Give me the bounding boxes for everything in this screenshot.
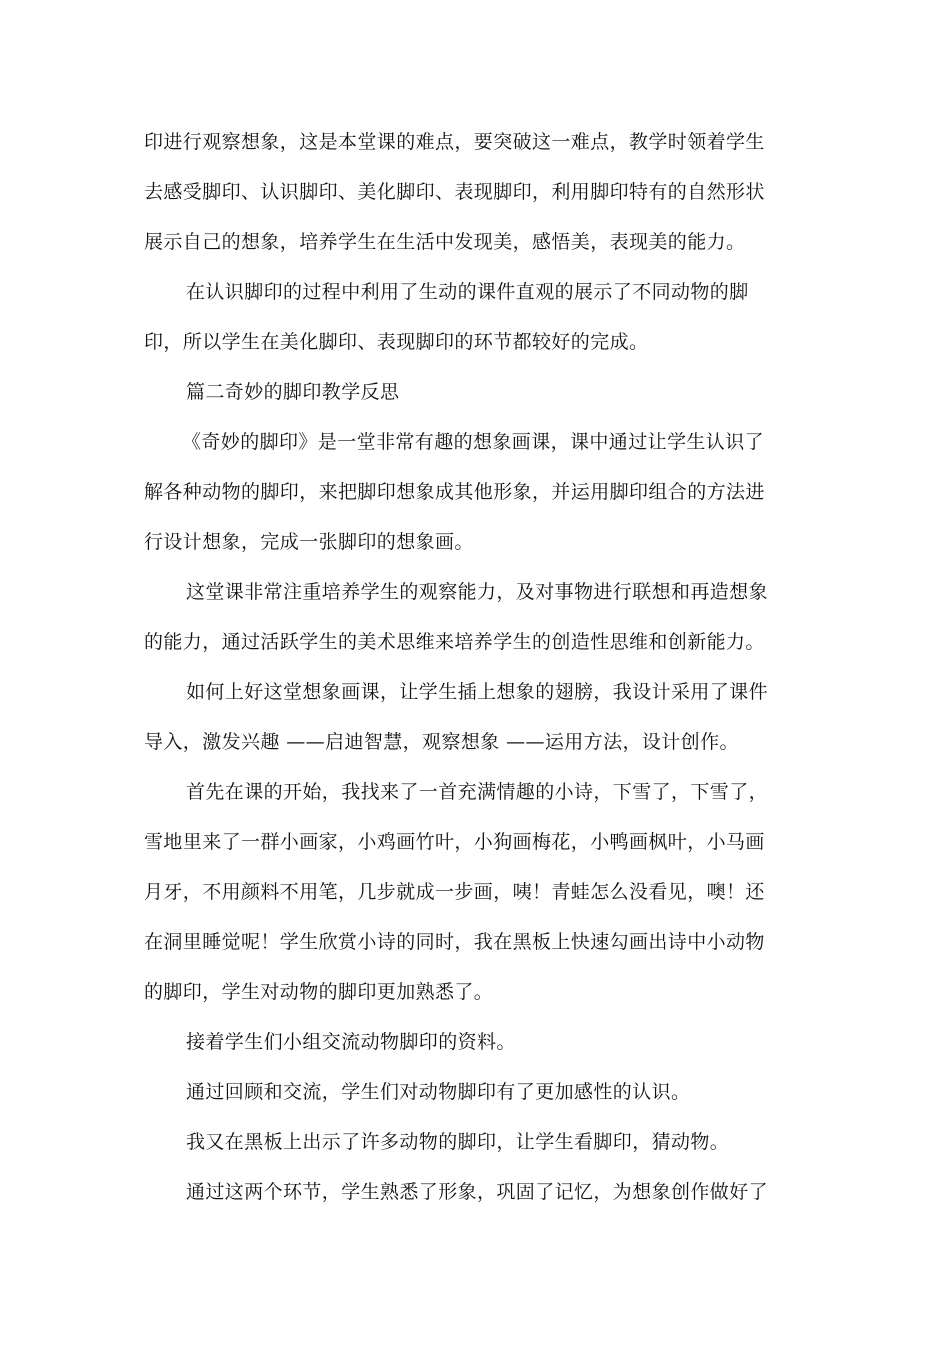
text-line: 通过这两个环节，学生熟悉了形象，巩固了记忆，为想象创作做好了	[186, 1181, 769, 1203]
text-line: 在认识脚印的过程中利用了生动的课件直观的展示了不同动物的脚	[186, 281, 749, 303]
text-line: 行设计想象，完成一张脚印的想象画。	[144, 531, 474, 553]
text-line: 去感受脚印、认识脚印、美化脚印、表现脚印，利用脚印特有的自然形状	[144, 181, 765, 203]
text-line: 接着学生们小组交流动物脚印的资料。	[186, 1031, 516, 1053]
text-line: 导入，激发兴趣 ——启迪智慧，观察想象 ——运用方法，设计创作。	[144, 731, 739, 753]
text-line: 雪地里来了一群小画家，小鸡画竹叶，小狗画梅花，小鸭画枫叶，小马画	[144, 831, 765, 853]
text-line: 印进行观察想象，这是本堂课的难点，要突破这一难点，教学时领着学生	[144, 131, 765, 153]
text-line: 展示自己的想象，培养学生在生活中发现美，感悟美，表现美的能力。	[144, 231, 746, 253]
text-line: 的能力，通过活跃学生的美术思维来培养学生的创造性思维和创新能力。	[144, 631, 765, 653]
text-line: 在洞里睡觉呢！学生欣赏小诗的同时，我在黑板上快速勾画出诗中小动物	[144, 931, 765, 953]
text-line: 月牙，不用颜料不用笔，几步就成一步画，咦！青蛙怎么没看见，噢！还	[144, 881, 765, 903]
text-line: 首先在课的开始，我找来了一首充满情趣的小诗，下雪了，下雪了，	[186, 781, 769, 803]
text-line: 的脚印，学生对动物的脚印更加熟悉了。	[144, 981, 494, 1003]
text-line: 我又在黑板上出示了许多动物的脚印，让学生看脚印，猜动物。	[186, 1131, 730, 1153]
text-line: 这堂课非常注重培养学生的观察能力，及对事物进行联想和再造想象	[186, 581, 769, 603]
text-line: 如何上好这堂想象画课，让学生插上想象的翅膀，我设计采用了课件	[186, 681, 769, 703]
section-heading: 篇二奇妙的脚印教学反思	[186, 381, 400, 403]
text-line: 《奇妙的脚印》是一堂非常有趣的想象画课，课中通过让学生认识了	[182, 431, 765, 453]
text-line: 印，所以学生在美化脚印、表现脚印的环节都较好的完成。	[144, 331, 649, 353]
text-line: 通过回顾和交流，学生们对动物脚印有了更加感性的认识。	[186, 1081, 691, 1103]
text-line: 解各种动物的脚印，来把脚印想象成其他形象，并运用脚印组合的方法进	[144, 481, 765, 503]
